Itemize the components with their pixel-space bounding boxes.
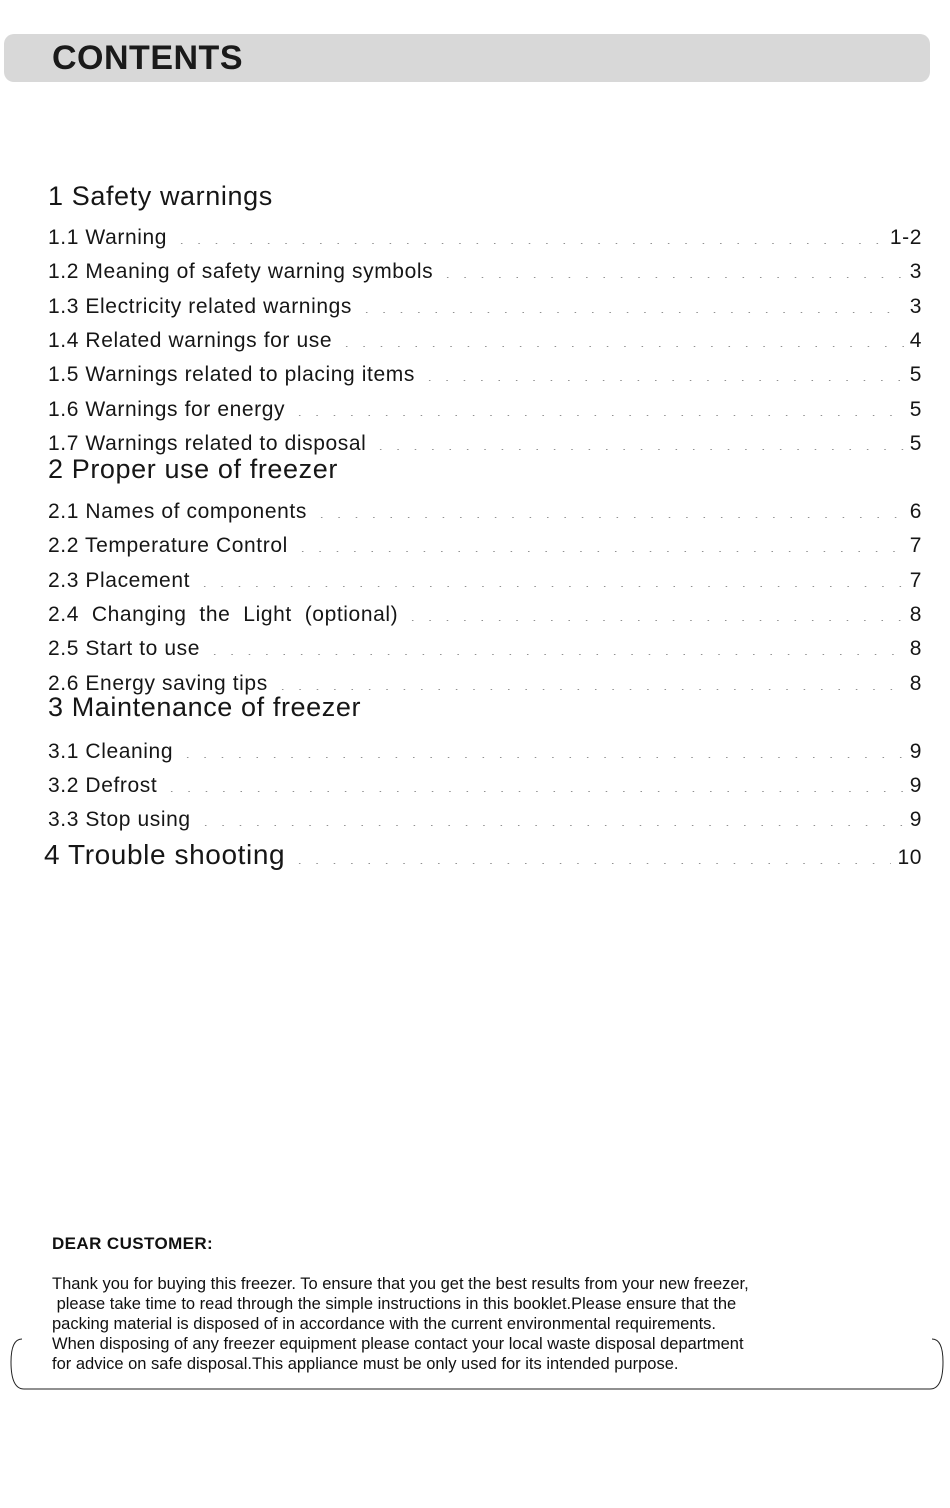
toc-entry[interactable] (48, 662, 922, 695)
contents-header-band (4, 34, 930, 82)
toc-entry-page: 10 (897, 846, 922, 869)
toc-section-title: 2 Proper use of freezer (48, 454, 338, 484)
toc-entry-label: 2.3 Placement (48, 569, 191, 592)
toc-entry-label: 2.4 Changing the Light (optional) (48, 603, 399, 626)
toc-entry-page: 5 (909, 363, 922, 386)
dot-leader (163, 764, 903, 792)
toc-entry-page: 7 (909, 569, 922, 592)
toc-entry-label: 1.3 Electricity related warnings (48, 295, 352, 318)
toc-entry-label: 2.5 Start to use (48, 637, 201, 660)
customer-note-heading: DEAR CUSTOMER: (52, 1234, 214, 1253)
dot-leader (274, 662, 904, 690)
toc-entry-trouble-shooting[interactable] (44, 830, 922, 870)
toc-entry-label: 2.6 Energy saving tips (48, 672, 268, 695)
dot-leader (291, 388, 904, 416)
toc-entry-page: 5 (909, 398, 922, 421)
dot-leader (173, 216, 884, 244)
toc-entry[interactable] (48, 353, 922, 386)
toc-entry-page: 1-2 (889, 226, 922, 249)
toc-entry-page: 9 (909, 774, 922, 797)
toc-entry[interactable] (48, 250, 922, 283)
dot-leader (179, 730, 904, 758)
dot-leader (338, 319, 904, 347)
toc-entry-label: 4 Trouble shooting (44, 839, 286, 870)
toc-entry[interactable] (48, 559, 922, 592)
toc-entry-label: 2.2 Temperature Control (48, 534, 288, 557)
toc-entry[interactable] (48, 627, 922, 660)
toc-entry-page: 5 (909, 432, 922, 455)
toc-entry-page: 8 (909, 637, 922, 660)
toc-section-title: 1 Safety warnings (48, 181, 273, 211)
toc-entry-label: 3.2 Defrost (48, 774, 158, 797)
toc-entry-page: 8 (909, 603, 922, 626)
dot-leader (358, 285, 904, 313)
toc-entry[interactable] (48, 730, 922, 763)
toc-entry-page: 3 (909, 260, 922, 283)
toc-entry[interactable] (48, 285, 922, 318)
customer-note-line: When disposing of any freezer equipment please contact your local waste disposal department (52, 1335, 744, 1353)
toc-entry-label: 1.5 Warnings related to placing items (48, 363, 415, 386)
customer-note-line: packing material is disposed of in accordance with the current environmental requirements. (52, 1315, 717, 1333)
toc-entry-page: 7 (909, 534, 922, 557)
toc-entry-page: 8 (909, 672, 922, 695)
customer-note-line: Thank you for buying this freezer. To ensure that you get the best results from your new freezer, (52, 1275, 749, 1293)
toc-entry[interactable] (48, 319, 922, 352)
toc-entry[interactable] (48, 490, 922, 523)
toc-entry[interactable] (48, 422, 922, 455)
toc-entry-label: 3.3 Stop using (48, 808, 191, 831)
customer-note-line: please take time to read through the simple instructions in this booklet.Please ensure that the (52, 1295, 737, 1313)
toc-entry[interactable] (48, 216, 922, 249)
dot-leader (197, 798, 904, 826)
toc-entry-page: 9 (909, 808, 922, 831)
toc-entry[interactable] (48, 388, 922, 421)
toc-section-title: 3 Maintenance of freezer (48, 692, 362, 722)
toc-entry-label: 3.1 Cleaning (48, 740, 174, 763)
page-title: CONTENTS (52, 39, 243, 77)
dot-leader (206, 627, 904, 655)
dot-leader (313, 490, 904, 518)
toc-entry[interactable] (48, 798, 922, 831)
toc-entry[interactable] (48, 524, 922, 557)
toc-entry-label: 1.6 Warnings for energy (48, 398, 286, 421)
dot-leader (196, 559, 904, 587)
notice-frame (10, 1338, 944, 1390)
toc-entry-label: 1.7 Warnings related to disposal (48, 432, 367, 455)
dot-leader (421, 353, 904, 381)
toc-entry-page: 3 (909, 295, 922, 318)
dot-leader (291, 830, 891, 864)
toc-entry-label: 1.2 Meaning of safety warning symbols (48, 260, 434, 283)
customer-note-line: for advice on safe disposal.This appliance must be only used for its intended purpose. (52, 1355, 679, 1373)
toc-entry-page: 9 (909, 740, 922, 763)
toc-entry[interactable] (48, 764, 922, 797)
toc-entry-label: 1.4 Related warnings for use (48, 329, 333, 352)
toc-entry-label: 1.1 Warning (48, 226, 168, 249)
toc-entry-page: 6 (909, 500, 922, 523)
dot-leader (294, 524, 904, 552)
toc-entry-label: 2.1 Names of components (48, 500, 307, 523)
dot-leader (404, 593, 903, 621)
dot-leader (439, 250, 904, 278)
dot-leader (372, 422, 903, 450)
toc-entry[interactable] (48, 593, 922, 626)
toc-entry-page: 4 (909, 329, 922, 352)
